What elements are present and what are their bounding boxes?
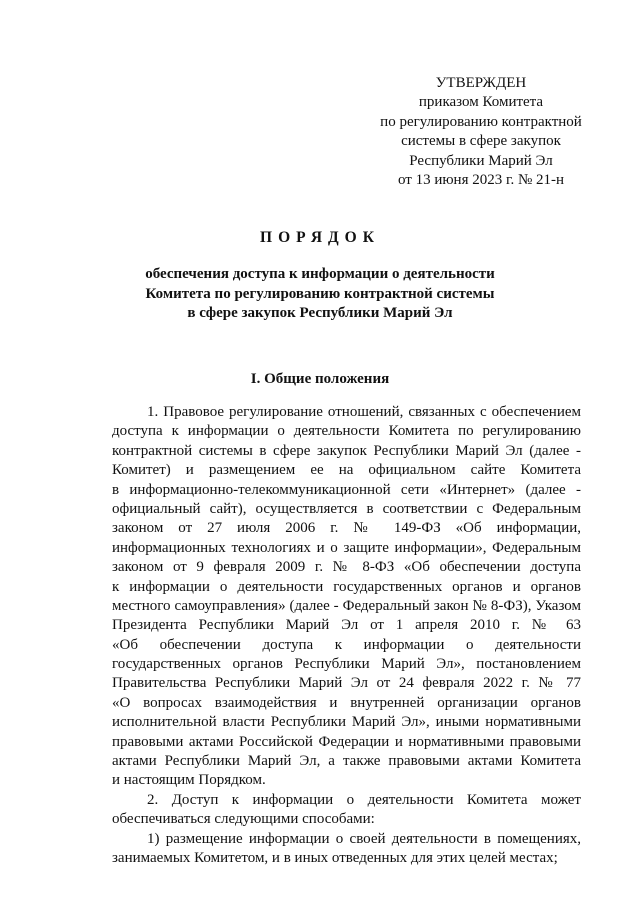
body-line: и настоящим Порядком. bbox=[112, 772, 266, 789]
approval-line: от 13 июня 2023 г. № 21-н bbox=[397, 172, 565, 189]
approval-line: приказом Комитета bbox=[418, 94, 544, 111]
body-line: в информационно-телекоммуникационной сети «Интернет» (далее - bbox=[112, 481, 581, 498]
body-line: местного самоуправления» (далее - Федеральный закон № 8-ФЗ), Указом bbox=[112, 597, 581, 614]
body-line: контрактной системы в сфере закупок Республики Марий Эл (далее - bbox=[112, 442, 581, 459]
approval-line: УТВЕРЖДЕН bbox=[435, 75, 527, 91]
subtitle-line: обеспечения доступа к информации о деятельности bbox=[145, 266, 495, 282]
body-line: законом от 27 июля 2006 г. № 149-ФЗ «Об информации, bbox=[112, 520, 581, 537]
document-title: ПОРЯДОК bbox=[260, 229, 380, 246]
body-line: 1. Правовое регулирование отношений, связанных с обеспечением bbox=[147, 404, 581, 420]
body-line: законом от 9 февраля 2009 г. № 8-ФЗ «Об обеспечении доступа bbox=[112, 559, 581, 576]
body-line: официальный сайт), осуществляется в соответствии с Федеральным bbox=[112, 500, 581, 517]
body-line: Комитет) и размещением ее на официальном сайте Комитета bbox=[112, 462, 581, 479]
body-line: 1) размещение информации о своей деятельности в помещениях, bbox=[147, 830, 581, 847]
section-heading: I. Общие положения bbox=[250, 371, 390, 387]
body-line: Президента Республики Марий Эл от 1 апреля 2010 г. № 63 bbox=[112, 617, 581, 634]
subtitle-line: Комитета по регулированию контрактной системы bbox=[145, 285, 495, 302]
body-line: государственных органов Республики Марий Эл», постановлением bbox=[112, 656, 581, 673]
subtitle-line: в сфере закупок Республики Марий Эл bbox=[187, 305, 453, 322]
body-line: «О вопросах взаимодействия и внутренней организации органов bbox=[112, 694, 581, 711]
body-text bbox=[112, 403, 581, 868]
body-line: исполнительной власти Республики Марий Эл», иными нормативными bbox=[112, 714, 581, 731]
body-line: доступа к информации о деятельности Комитета по регулированию bbox=[112, 423, 581, 440]
approval-stamp bbox=[360, 74, 602, 190]
document-subtitle bbox=[0, 265, 640, 324]
approval-line: по регулированию контрактной bbox=[380, 113, 582, 130]
approval-line: системы в сфере закупок bbox=[401, 133, 561, 150]
body-line: правовыми актами Российской Федерации и нормативными правовыми bbox=[112, 733, 581, 750]
body-line: информационных технологиях и о защите информации», Федеральным bbox=[112, 539, 581, 556]
body-line: 2. Доступ к информации о деятельности Комитета может bbox=[147, 791, 581, 808]
body-line: актами Республики Марий Эл, а также правовыми актами Комитета bbox=[112, 753, 581, 770]
body-line: обеспечиваться следующими способами: bbox=[112, 811, 375, 828]
body-line: к информации о деятельности государственных органов и органов bbox=[112, 578, 581, 595]
approval-line: Республики Марий Эл bbox=[409, 152, 553, 169]
body-line: занимаемых Комитетом, и в иных отведенных для этих целей местах; bbox=[112, 849, 558, 866]
body-line: «Об обеспечении доступа к информации о деятельности bbox=[112, 636, 581, 653]
body-line: Правительства Республики Марий Эл от 24 февраля 2022 г. № 77 bbox=[112, 675, 581, 692]
